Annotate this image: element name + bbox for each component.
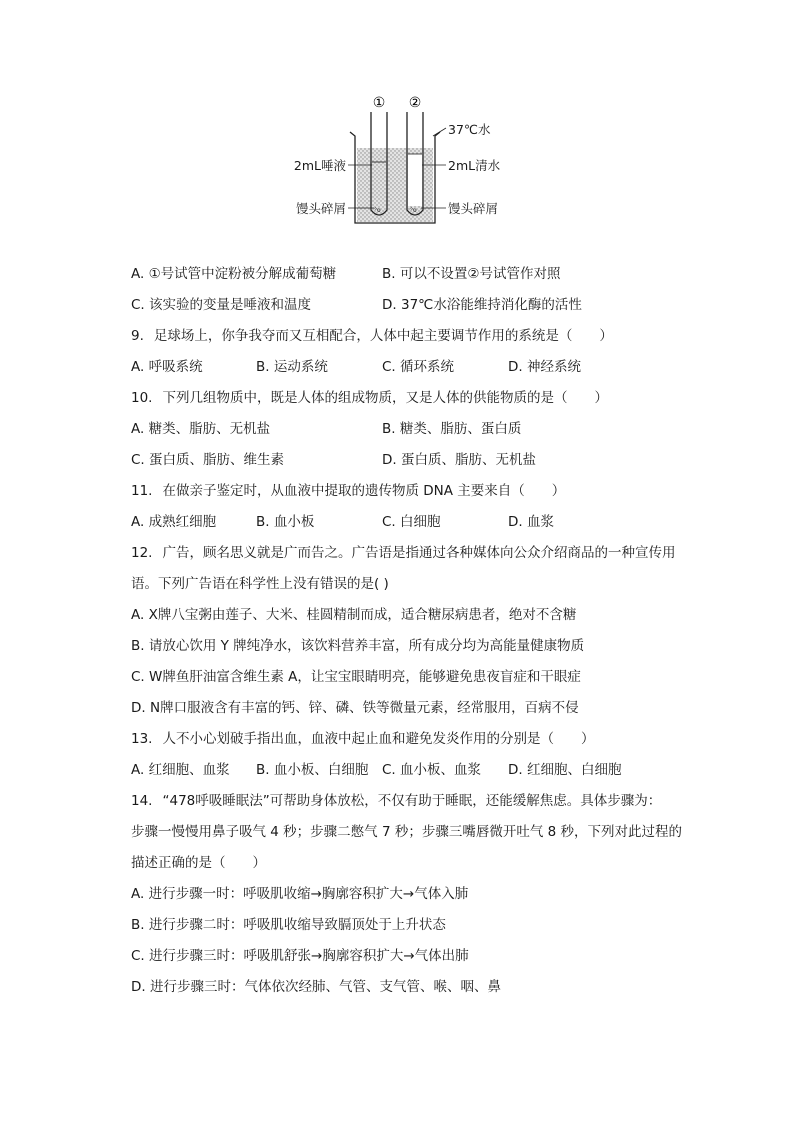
q13-number: 13. <box>131 731 153 747</box>
q13-option-b: B. 血小板、白细胞 <box>256 762 369 778</box>
left-crumbs-label: 馒头碎屑 <box>295 201 346 216</box>
q9-option-b: B. 运动系统 <box>256 359 328 375</box>
q14-number: 14. <box>131 793 153 809</box>
q14-option-c: C. 进行步骤三时：呼吸肌舒张→胸廓容积扩大→气体出肺 <box>131 948 469 964</box>
q14-stem-line3: 描述正确的是（ ） <box>131 855 266 871</box>
q14-option-b: B. 进行步骤二时：呼吸肌收缩导致膈顶处于上升状态 <box>131 917 446 933</box>
q12-stem-line2: 语。下列广告语在科学性上没有错误的是( ) <box>131 576 389 592</box>
q8-option-b: B. 可以不设置②号试管作对照 <box>382 266 561 282</box>
q12-option-b: B. 请放心饮用 Y 牌纯净水，该饮料营养丰富，所有成分均为高能量健康物质 <box>131 638 585 654</box>
q10-number: 10. <box>131 390 153 406</box>
q8-option-d: D. 37℃水浴能维持消化酶的活性 <box>382 297 582 313</box>
q8-option-c: C. 该实验的变量是唾液和温度 <box>131 297 312 313</box>
q9-option-d: D. 神经系统 <box>508 359 581 375</box>
clear-water-label: 2mL清水 <box>448 158 501 173</box>
q10-stem-text: 下列几组物质中，既是人体的组成物质，又是人体的供能物质的是（ ） <box>162 390 608 406</box>
q13-option-d: D. 红细胞、白细胞 <box>508 762 622 778</box>
q10-option-b: B. 糖类、脂肪、蛋白质 <box>382 421 522 437</box>
q14-option-a: A. 进行步骤一时：呼吸肌收缩→胸廓容积扩大→气体入肺 <box>131 886 469 902</box>
q8-option-a: A. ①号试管中淀粉被分解成葡萄糖 <box>131 266 337 282</box>
q14-stem-line1 <box>131 791 661 811</box>
q9-option-c: C. 循环系统 <box>382 359 455 375</box>
q9-option-a: A. 呼吸系统 <box>131 359 203 375</box>
q9-stem <box>131 326 613 346</box>
q11-option-b: B. 血小板 <box>256 514 315 530</box>
q11-number: 11. <box>131 483 153 499</box>
q14-stem-line2: 步骤一慢慢用鼻子吸气 4 秒；步骤二憋气 7 秒；步骤三嘴唇微开吐气 8 秒，下列对此过程的 <box>131 824 683 840</box>
tube2-label: ② <box>408 95 422 111</box>
tube2-crumbs: °o <box>410 207 417 214</box>
q10-option-a: A. 糖类、脂肪、无机盐 <box>131 421 271 437</box>
q11-stem-text: 在做亲子鉴定时，从血液中提取的遗传物质 DNA 主要来自（ ） <box>162 483 566 499</box>
q9-number: 9. <box>131 328 144 344</box>
right-crumbs-label: 馒头碎屑 <box>448 201 499 216</box>
q11-option-a: A. 成熟红细胞 <box>131 514 217 530</box>
q10-option-c: C. 蛋白质、脂肪、维生素 <box>131 452 285 468</box>
q13-stem-text: 人不小心划破手指出血，血液中起止血和避免发炎作用的分别是（ ） <box>162 731 595 747</box>
q12-stem-line1 <box>131 543 675 563</box>
water-label: 37℃水 <box>448 122 491 137</box>
q12-option-a: A. X牌八宝粥由莲子、大米、桂圆精制而成，适合糖尿病患者，绝对不含糖 <box>131 607 577 623</box>
beaker-diagram <box>280 92 520 232</box>
tube2-water <box>408 154 422 206</box>
q12-number: 12. <box>131 545 153 561</box>
tube1-saliva <box>372 162 386 212</box>
q12-option-d: D. N牌口服液含有丰富的钙、锌、磷、铁等微量元素，经常服用，百病不侵 <box>131 700 579 716</box>
q11-stem <box>131 481 565 501</box>
q10-option-d: D. 蛋白质、脂肪、无机盐 <box>382 452 536 468</box>
q14-stem-text1: “478呼吸睡眠法”可帮助身体放松，不仅有助于睡眠，还能缓解焦虑。具体步骤为： <box>162 793 662 809</box>
experiment-figure <box>280 92 520 232</box>
q13-stem <box>131 729 594 749</box>
q12-option-c: C. W牌鱼肝油富含维生素 A，让宝宝眼睛明亮，能够避免患夜盲症和干眼症 <box>131 669 581 685</box>
q10-stem <box>131 388 608 408</box>
q12-stem-text1: 广告，顾名思义就是广而告之。广告语是指通过各种媒体向公众介绍商品的一种宣传用 <box>162 545 676 561</box>
tube1-label: ① <box>372 95 386 111</box>
tube1-crumbs: °o <box>374 207 381 214</box>
q14-option-d: D. 进行步骤三时：气体依次经肺、气管、支气管、喉、咽、鼻 <box>131 979 501 995</box>
q11-option-c: C. 白细胞 <box>382 514 441 530</box>
q13-option-c: C. 血小板、血浆 <box>382 762 482 778</box>
q9-stem-text: 足球场上，你争我夺而又互相配合，人体中起主要调节作用的系统是（ ） <box>153 328 613 344</box>
saliva-label: 2mL唾液 <box>293 158 346 173</box>
q11-option-d: D. 血浆 <box>508 514 554 530</box>
q13-option-a: A. 红细胞、血浆 <box>131 762 230 778</box>
